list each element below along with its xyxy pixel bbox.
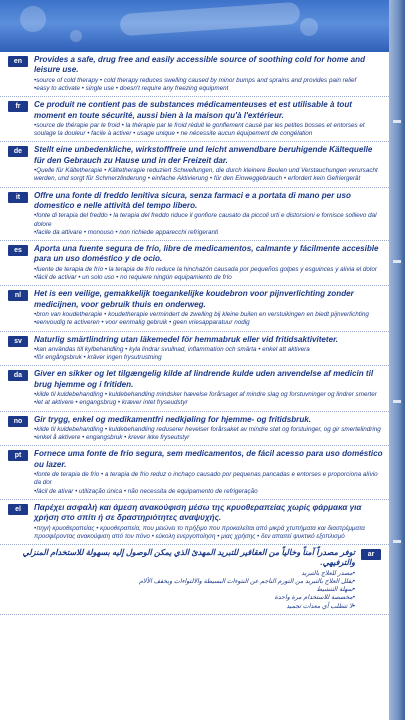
section-headline: Naturlig smärtlindring utan läkemedel för hemmabruk eller vid fritidsaktiviteter. (34, 334, 339, 344)
bullet-list (34, 122, 383, 138)
language-section-it (0, 188, 389, 241)
language-section-es (0, 241, 389, 286)
bullet-list (34, 311, 383, 327)
bullet-item: • سهلة التنشيط (6, 586, 355, 594)
edge-tick (393, 260, 401, 263)
edge-tick (393, 120, 401, 123)
bullet-item: • fácil de activar • un solo uso • no requiere ningún equipamiento de frío (34, 274, 383, 282)
language-section-da (0, 366, 389, 411)
bullet-list (34, 212, 383, 237)
bullet-list (34, 471, 383, 496)
edge-tick (393, 400, 401, 403)
multilingual-text-panel (0, 52, 389, 720)
language-section-el (0, 500, 389, 545)
language-code-badge: nl (8, 290, 28, 301)
bullet-list (34, 525, 383, 541)
section-headline: Aporta una fuente segura de frío, libre de medicamentos, calmante y fácilmente accesible para un uso doméstico y de ocio. (34, 244, 379, 264)
language-section-fr (0, 97, 389, 142)
bullet-item: • fácil de ativar • utilização única • não necessita de equipamento de refrigeração (34, 488, 383, 496)
language-section-de (0, 142, 389, 187)
edge-tick (393, 540, 401, 543)
section-headline: توفر مصدراً آمناً وخالياً من العقاقير للتبريد المهدئ الذي يمكن الوصول إليه بسهولة للاستخدام المنزلي والترفيهي. (22, 548, 355, 568)
language-code-badge: fr (8, 101, 28, 112)
language-code-badge: en (8, 56, 28, 67)
bubble-shape (300, 18, 318, 36)
bullet-item: • kan användas till kylbehandling • kyla lindrar svullnad, inflammation och smärta • enkel att aktivera (34, 346, 383, 354)
section-headline: Provides a safe, drug free and easily accessible source of soothing cold for home and leisure use. (34, 55, 366, 75)
language-section-nl (0, 286, 389, 331)
language-code-badge: el (8, 504, 28, 515)
language-section-no (0, 412, 389, 447)
shine-shape (119, 2, 300, 37)
bullet-list (34, 167, 383, 183)
bullet-list (34, 346, 383, 362)
bullet-item: • easy to activate • single use • doesn't require any freezing equipment (34, 85, 383, 93)
bullet-list (34, 77, 383, 93)
language-section-en (0, 52, 389, 97)
section-headline: Giver en sikker og let tilgængelig kilde af lindrende kulde uden anvendelse af medicin til brug hjemme og i fritiden. (34, 369, 374, 389)
bullet-list (34, 391, 383, 407)
section-headline: Παρέχει ασφαλή και άμεση ανακούφιση μέσω της κρυοθεραπείας χωρίς φάρμακα για χρήση στο σπίτι ή σε δραστηριότητες αναψυχής. (34, 502, 362, 523)
bullet-item: • facile da attivare • monouso • non richiede apparecchi refrigeranti (34, 229, 383, 237)
bullet-item: • مخصصة للاستخدام مرة واحدة (6, 594, 355, 602)
bullet-item: • fuente de terapia de frío • la terapia de frío reduce la hinchazón causada por pequeños golpes y esguinces y alivia el dolor (34, 266, 383, 274)
bullet-item: • source of cold therapy • cold therapy reduces swelling caused by minor bumps and sprains and provides pain relief (34, 77, 383, 85)
language-section-sv (0, 332, 389, 367)
section-headline: Ce produit ne contient pas de substances médicamenteuses et est utilisable à tout moment en toute sécurité, aussi bien à la maison qu'à l'extérieur. (34, 100, 352, 120)
bubble-shape (20, 6, 46, 32)
bubble-shape (70, 30, 82, 42)
bullet-list (34, 266, 383, 282)
section-headline: Het is een veilige, gemakkelijk toegankelijke koudebron voor pijnverlichting zonder medicijnen, voor gebruik thuis en onderweg. (34, 289, 354, 309)
language-code-badge: sv (8, 336, 28, 347)
language-code-badge: it (8, 192, 28, 203)
language-code-badge: es (8, 245, 28, 256)
language-section-pt (0, 446, 389, 499)
bullet-item: • let at aktivere • engangsbrug • kræver intet fryseudstyr (34, 399, 383, 407)
section-headline: Offre una fonte di freddo lenitiva sicura, senza farmaci e a portata di mano per uso domestico e nelle attività del tempo libero. (34, 190, 351, 211)
section-headline: Fornece uma fonte de frio segura, sem medicamentos, de fácil acesso para uso doméstico ou lazer. (34, 449, 383, 469)
bullet-item: • πηγή κρυοθεραπείας • κρυοθεραπεία, που μειώνει το πρήξιμο που προκαλείται από μικρά χτυπήματα και διαστρέμματα προσφέροντας ανακούφιση από τον πόνο • εύκολη ενεργοποίηση • μιας χρήσης • δεν απαιτεί ψυκτικό εξοπλισμό (34, 525, 383, 541)
bullet-item: • source de thérapie par le froid • la thérapie par le froid réduit le gonflement causé par les petites bosses et entorses et soulage la douleur • facile à activer • usage unique • ne nécessite aucun équipement de congélation (34, 122, 383, 138)
bullet-item: • bron van koudetherapie • koudetherapie vermindert de zwelling bij kleine builen en verstuikingen en biedt pijnverlichting (34, 311, 383, 319)
bullet-item: • för engångsbruk • kräver ingen frysutrustning (34, 354, 383, 362)
language-code-badge: ar (361, 549, 381, 560)
bullet-item: • kilde til kuldebehandling • kuldebehandling reduserer hevelser forårsaket av mindre støt og forstuinger, og gir smertelindring (34, 426, 383, 434)
package-edge-strip (389, 0, 405, 720)
language-code-badge: da (8, 370, 28, 381)
bullet-list (34, 426, 383, 442)
bullet-item: • يقلل العلاج بالتبريد من التورم الناجم عن النتوءات البسيطة والالتواءات ويخفف الألام (6, 578, 355, 586)
language-code-badge: de (8, 146, 28, 157)
language-section-ar (0, 545, 389, 615)
language-code-badge: no (8, 416, 28, 427)
bullet-item: • لا تتطلب أي معدات تجميد (6, 603, 355, 611)
bullet-item: • fonte de terapia de frio • a terapia de frio reduz o inchaço causado por pequenas pancadas e entorses e proporciona alívio da dor (34, 471, 383, 487)
bullet-item: • مصدر للعلاج بالتبريد (6, 570, 355, 578)
language-code-badge: pt (8, 450, 28, 461)
section-headline: Gir trygg, enkel og medikamentfri nedkjøling for hjemme- og fritidsbruk. (34, 414, 312, 424)
bullet-item: • Quelle für Kältetherapie • Kältetherapie reduziert Schwellungen, die durch kleinere Beulen und Verstauchungen verursacht werden, und sorgt für Schmerzlinderung • einfache Aktivierung • für den Einweggebrauch • erfordert kein Gefriergerät (34, 167, 383, 183)
section-headline: Stellt eine unbedenkliche, wirkstofffreie und leicht anwendbare beruhigende Kältequelle für den Gebrauch zu Hause und in der Freizeit dar. (34, 145, 373, 165)
bullet-list (6, 570, 355, 611)
product-image-band (0, 0, 405, 52)
bullet-item: • kilde til kuldebehandling • kuldebehandling mindsker hævelse forårsaget af mindre slag og forstuvninger og lindrer smerter (34, 391, 383, 399)
bullet-item: • enkel å aktivere • engangsbruk • krever ikke fryseutstyr (34, 434, 383, 442)
bullet-item: • fonte di terapia del freddo • la terapia del freddo riduce il gonfiore causato da piccoli urti e distorsioni e fornisce sollievo dal dolore (34, 212, 383, 228)
bullet-item: • eenvoudig te activeren • voor eenmalig gebruik • geen vriesapparatuur nodig (34, 319, 383, 327)
